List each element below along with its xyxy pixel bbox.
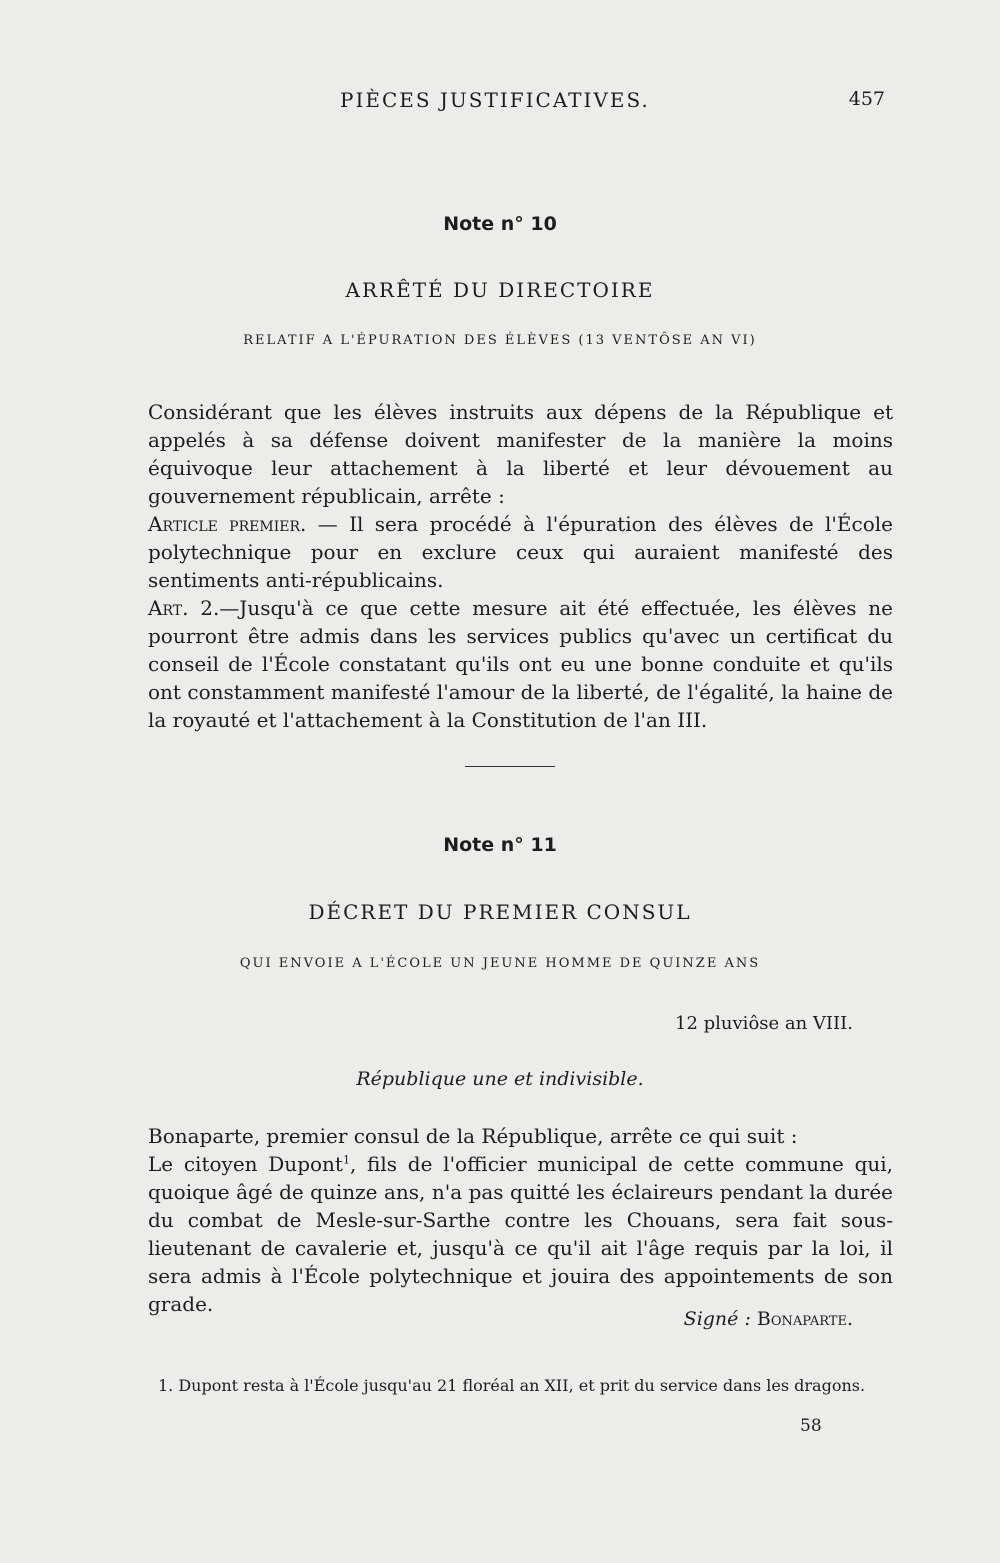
note-11-decree-text [148,1150,893,1318]
note-10-article-1 [148,510,893,594]
footnote-ref: 1 [342,1153,350,1167]
printer-signature-mark: 58 [800,1416,822,1436]
article-1-label: Article premier. [148,512,307,536]
footnote: 1. Dupont resta à l'École jusqu'au 21 floréal an XII, et prit du service dans les dragons. [158,1376,866,1395]
note-10-body [148,398,893,734]
page-number: 457 [848,88,885,110]
note-10-subheading: RELATIF A L'ÉPURATION DES ÉLÈVES (13 VENTÔSE AN VI) [243,333,757,348]
running-title: PIÈCES JUSTIFICATIVES. [340,88,650,112]
section-divider [465,766,555,767]
article-2-text: —Jusqu'à ce que cette mesure ait été effectuée, les élèves ne pourront être admis dans les services publics qu'avec un certificat du conseil de l'École constatant qu'ils ont eu une bonne conduite et qu'ils ont constamment manifesté l'amour de la liberté, de l'égalité, la haine de la royauté et l'attachement à la Constitution de l'an III. [148,596,893,732]
signed-name: Bonaparte. [756,1308,853,1330]
signed-label: Signé : [683,1308,751,1330]
decree-text-start: Le citoyen Dupont [148,1152,343,1176]
decree-text-rest: , fils de l'officier municipal de cette commune qui, quoique âgé de quinze ans, n'a pas quitté les éclaireurs pendant la durée du combat de Mesle-sur-Sarthe contre les Chouans, sera fait sous-lieutenant de cavalerie et, jusqu'à ce qu'il ait l'âge requis par la loi, il sera admis à l'École polytechnique et jouira des appointements de son grade. [148,1152,894,1316]
note-11-heading: DÉCRET DU PREMIER CONSUL [308,900,692,924]
signature-line [148,1308,853,1330]
note-11-subheading: QUI ENVOIE A L'ÉCOLE UN JEUNE HOMME DE QUINZE ANS [239,956,761,971]
note-11-body [148,1122,893,1318]
note-11-preamble: Bonaparte, premier consul de la République, arrête ce qui suit : [148,1124,798,1148]
running-head [150,88,885,118]
decree-motto: République une et indivisible. [356,1068,644,1090]
article-2-label: Art. 2. [148,596,220,620]
decree-date: 12 pluviôse an VIII. [675,1013,853,1034]
note-10-title: Note n° 10 [443,213,557,235]
article-1-text: — Il sera procédé à l'épuration des élèves de l'École polytechnique pour en exclure ceux qui auraient manifesté des sentiments anti-républicains. [148,512,893,592]
note-10-heading: ARRÊTÉ DU DIRECTOIRE [345,278,655,302]
note-11-title: Note n° 11 [443,834,557,856]
note-10-article-2 [148,594,893,734]
note-10-preamble: Considérant que les élèves instruits aux dépens de la République et appelés à sa défense doivent manifester de la manière la moins équivoque leur attachement à la liberté et leur dévouement au gouvernement républicain, arrête : [148,400,893,508]
